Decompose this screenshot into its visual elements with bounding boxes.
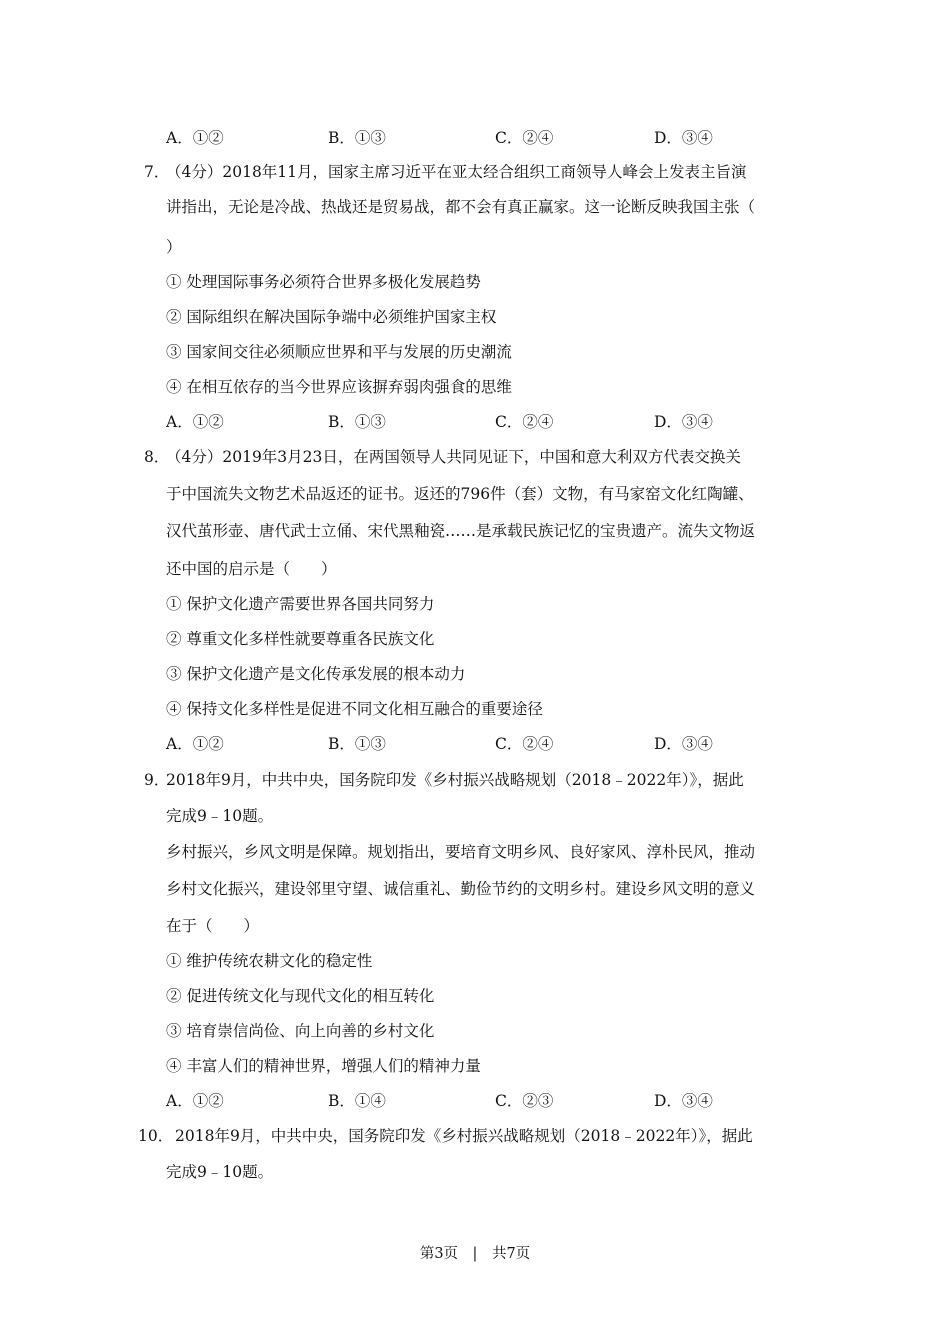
q9-statement-2: ② 促进传统文化与现代文化的相互转化: [166, 987, 435, 1005]
q10-number: 10．: [138, 1127, 174, 1145]
q8-line-3: 汉代茧形壶、唐代武士立俑、宋代黑釉瓷……是承载民族记忆的宝贵遗产。流失文物返: [166, 522, 756, 540]
q6-option-c: C．②④: [495, 129, 554, 147]
q8-options: [166, 734, 816, 754]
q9-number: 9．: [144, 771, 170, 789]
q9-line-1: 2018年9月，中共中央，国务院印发《乡村振兴战略规划（2018﹣2022年）》，据此: [166, 771, 744, 789]
q8-statement-4: ④ 保持文化多样性是促进不同文化相互融合的重要途径: [166, 700, 543, 718]
q8-statement-1: ① 保护文化遗产需要世界各国共同努力: [166, 595, 435, 613]
q9-line-4: 乡村文化振兴，建设邻里守望、诚信重礼、勤俭节约的文明乡村。建设乡风文明的意义: [166, 880, 756, 898]
q8-statement-2: ② 尊重文化多样性就要尊重各民族文化: [166, 630, 435, 648]
q6-option-d: D．③④: [654, 129, 713, 147]
q7-statement-1: ① 处理国际事务必须符合世界多极化发展趋势: [166, 273, 481, 291]
q6-option-b: B．①③: [328, 129, 386, 147]
q8-option-c: C．②④: [495, 735, 554, 753]
q10-line-1: 2018年9月，中共中央，国务院印发《乡村振兴战略规划（2018﹣2022年）》，据此: [175, 1127, 753, 1145]
q8-number: 8．: [144, 448, 170, 466]
q6-option-a: A．①②: [166, 129, 224, 147]
q7-statement-3: ③ 国家间交往必须顺应世界和平与发展的历史潮流: [166, 343, 512, 361]
q7-option-b: B．①③: [328, 413, 386, 431]
q7-option-d: D．③④: [654, 413, 713, 431]
q8-line-1: （4分）2019年3月23日，在两国领导人共同见证下，中国和意大利双方代表交换关: [166, 448, 741, 466]
q7-line-1: （4分）2018年11月，国家主席习近平在亚太经合组织工商领导人峰会上发表主旨演: [166, 163, 747, 181]
q9-statement-1: ① 维护传统农耕文化的稳定性: [166, 952, 373, 970]
q9-options: [166, 1091, 816, 1111]
q8-option-a: A．①②: [166, 735, 224, 753]
q8-line-4: 还中国的启示是（ ）: [166, 560, 337, 578]
q7-number: 7．: [144, 163, 170, 181]
q7-statement-2: ② 国际组织在解决国际争端中必须维护国家主权: [166, 308, 497, 326]
page-footer: 第3页 | 共7页: [419, 1246, 531, 1262]
q7-option-c: C．②④: [495, 413, 554, 431]
q8-statement-3: ③ 保护文化遗产是文化传承发展的根本动力: [166, 665, 466, 683]
q8-line-2: 于中国流失文物艺术品返还的证书。返还的796件（套）文物，有马家窑文化红陶罐、: [166, 485, 754, 503]
q9-line-5: 在于（ ）: [166, 917, 260, 935]
q9-option-d: D．③④: [654, 1092, 713, 1110]
q7-line-3: ）: [166, 238, 182, 256]
q9-option-c: C．②③: [495, 1092, 554, 1110]
q9-option-a: A．①②: [166, 1092, 224, 1110]
q9-option-b: B．①④: [328, 1092, 386, 1110]
q9-line-2: 完成9﹣10题。: [166, 807, 274, 825]
q6-options: [166, 128, 816, 148]
q7-line-2: 讲指出，无论是冷战、热战还是贸易战，都不会有真正赢家。这一论断反映我国主张（: [166, 198, 756, 216]
q10-line-2: 完成9﹣10题。: [166, 1163, 274, 1181]
q8-option-d: D．③④: [654, 735, 713, 753]
q9-line-3: 乡村振兴，乡风文明是保障。规划指出，要培育文明乡风、良好家风、淳朴民风，推动: [166, 843, 756, 861]
q9-statement-3: ③ 培育崇信尚俭、向上向善的乡村文化: [166, 1022, 435, 1040]
q7-options: [166, 412, 816, 432]
q9-statement-4: ④ 丰富人们的精神世界，增强人们的精神力量: [166, 1057, 481, 1075]
q7-statement-4: ④ 在相互依存的当今世界应该摒弃弱肉强食的思维: [166, 378, 512, 396]
q8-option-b: B．①③: [328, 735, 386, 753]
q7-option-a: A．①②: [166, 413, 224, 431]
